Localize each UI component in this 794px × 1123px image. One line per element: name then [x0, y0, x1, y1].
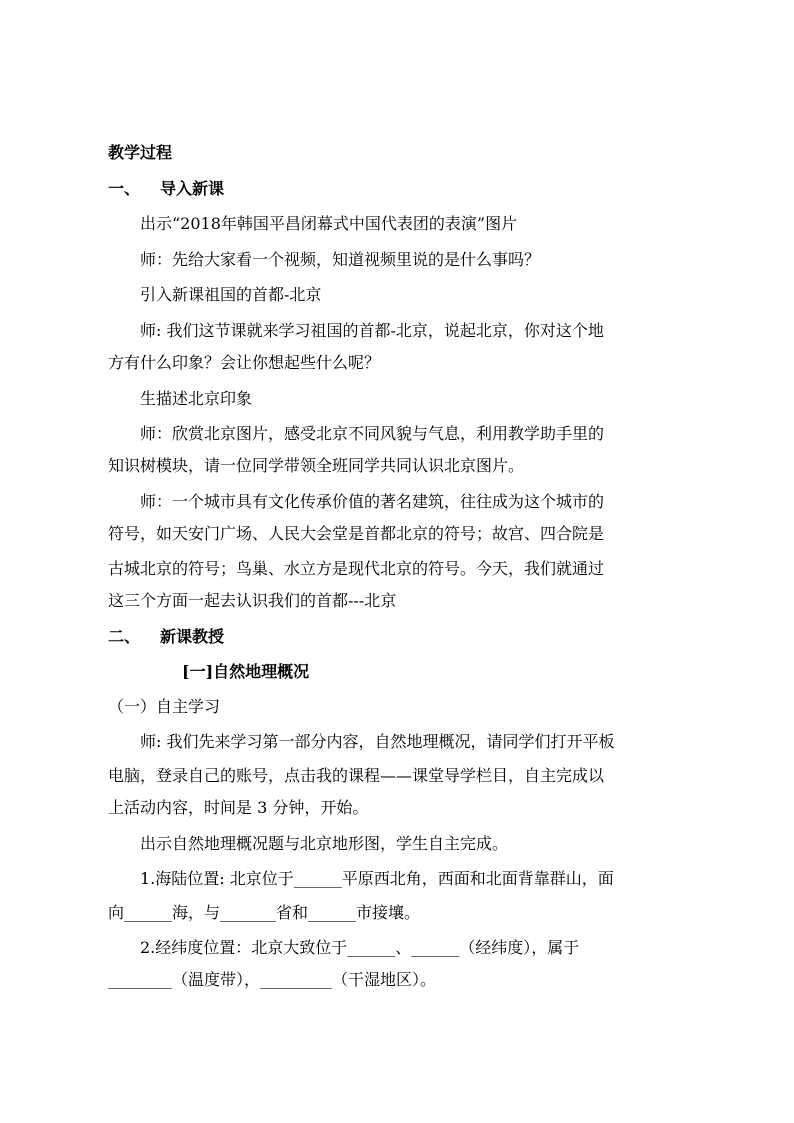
paragraph-line: 师：一个城市具有文化传承价值的著名建筑，往往成为这个城市的 [140, 492, 605, 511]
page-title: 教学过程 [108, 143, 173, 162]
paragraph-line: 古城北京的符号；鸟巢、水立方是现代北京的符号。今天，我们就通过 [108, 559, 605, 578]
paragraph-line: 上活动内容，时间是 3 分钟，开始。 [108, 798, 369, 817]
question-line: 2.经纬度位置：北京大致位于______、______（经纬度），属于 [140, 938, 580, 957]
question-line: 1.海陆位置: 北京位于______平原西北角，西面和北面背靠群山，面 [140, 869, 614, 888]
paragraph-line: 出示自然地理概况题与北京地形图，学生自主完成。 [140, 834, 509, 853]
part-label: （一）自主学习 [108, 697, 221, 716]
section-1-number: 一、 [108, 179, 141, 198]
paragraph-line: 电脑，登录自己的账号，点击我的课程——课堂导学栏目，自主完成以 [108, 766, 605, 785]
paragraph-line: 方有什么印象？会让你想起些什么呢？ [108, 353, 381, 372]
section-2-title: 新课教授 [160, 627, 225, 646]
section-2-number: 二、 [108, 627, 141, 646]
paragraph-line: 引入新课祖国的首都-北京 [140, 285, 322, 304]
question-line: 向______海，与_______省和______市接壤。 [108, 903, 421, 922]
section-1-title: 导入新课 [160, 179, 225, 198]
section-1-heading [108, 178, 224, 200]
paragraph-line: 师：欣赏北京图片，感受北京不同风貌与气息，利用教学助手里的 [140, 424, 605, 443]
paragraph-line: 师: 我们这节课就来学习祖国的首都-北京，说起北京，你对这个地 [140, 321, 604, 340]
paragraph-line: 这三个方面一起去认识我们的首都---北京 [108, 591, 397, 610]
question-line: ________（温度带），_________（干湿地区）。 [108, 970, 437, 989]
paragraph-line: 符号，如天安门广场、人民大会堂是首都北京的符号；故宫、四合院是 [108, 524, 605, 543]
paragraph-line: 生描述北京印象 [140, 389, 253, 408]
paragraph-line: 出示“2018年韩国平昌闭幕式中国代表团的表演”图片 [140, 214, 518, 233]
section-2-heading [108, 626, 224, 648]
paragraph-line: 知识树模块，请一位同学带领全班同学共同认识北京图片。 [108, 456, 525, 475]
paragraph-line: 师：先给大家看一个视频，知道视频里说的是什么事吗？ [140, 250, 541, 269]
subsection-heading: [一]自然地理概况 [182, 662, 310, 681]
paragraph-line: 师: 我们先来学习第一部分内容，自然地理概况，请同学们打开平板 [140, 732, 615, 751]
